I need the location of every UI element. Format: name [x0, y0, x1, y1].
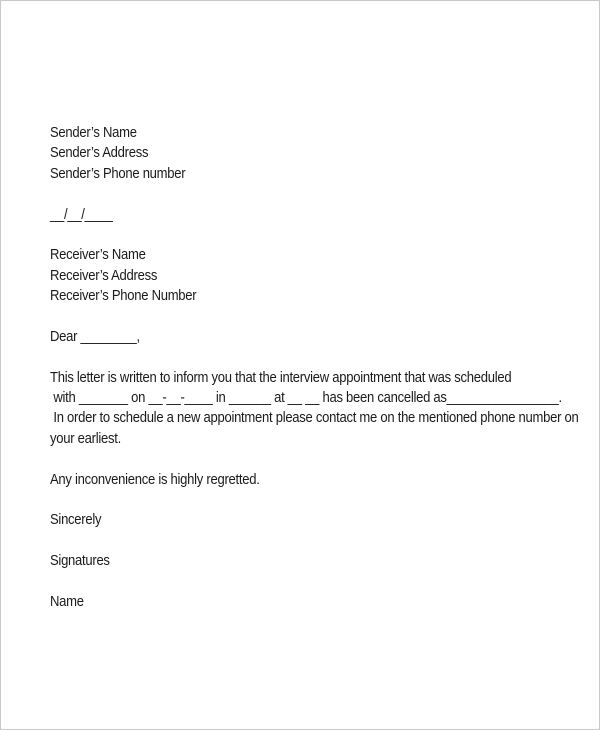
- spacer: [50, 225, 518, 245]
- body-line-4: your earliest.: [50, 430, 121, 447]
- spacer: [50, 449, 518, 469]
- salutation: Dear ________,: [50, 328, 140, 345]
- spacer: [50, 490, 518, 510]
- signature-line: Signatures: [50, 553, 110, 570]
- spacer: [50, 184, 518, 204]
- body-line-3: In order to schedule a new appointment please contact me on the mentioned phone number on: [50, 410, 579, 427]
- spacer: [50, 531, 518, 551]
- sender-address: Sender’s Address: [50, 145, 149, 162]
- name-line: Name: [50, 593, 84, 610]
- body-line-1: This letter is written to inform you that the interview appointment that was scheduled: [50, 369, 512, 386]
- spacer: [50, 572, 518, 592]
- receiver-address: Receiver’s Address: [50, 267, 158, 284]
- receiver-name: Receiver’s Name: [50, 247, 146, 264]
- sender-name: Sender’s Name: [50, 125, 137, 141]
- receiver-phone: Receiver’s Phone Number: [50, 288, 197, 305]
- letter-body: [50, 123, 579, 612]
- sender-phone: Sender’s Phone number: [50, 165, 186, 182]
- closing-line: Sincerely: [50, 512, 102, 529]
- spacer: [50, 307, 518, 327]
- apology-line: Any inconvenience is highly regretted.: [50, 471, 260, 488]
- body-line-2: with _______ on __-__-____ in ______ at __ __ has been cancelled as________________.: [50, 390, 562, 407]
- date-line: __/__/____: [50, 206, 113, 223]
- spacer: [50, 347, 518, 367]
